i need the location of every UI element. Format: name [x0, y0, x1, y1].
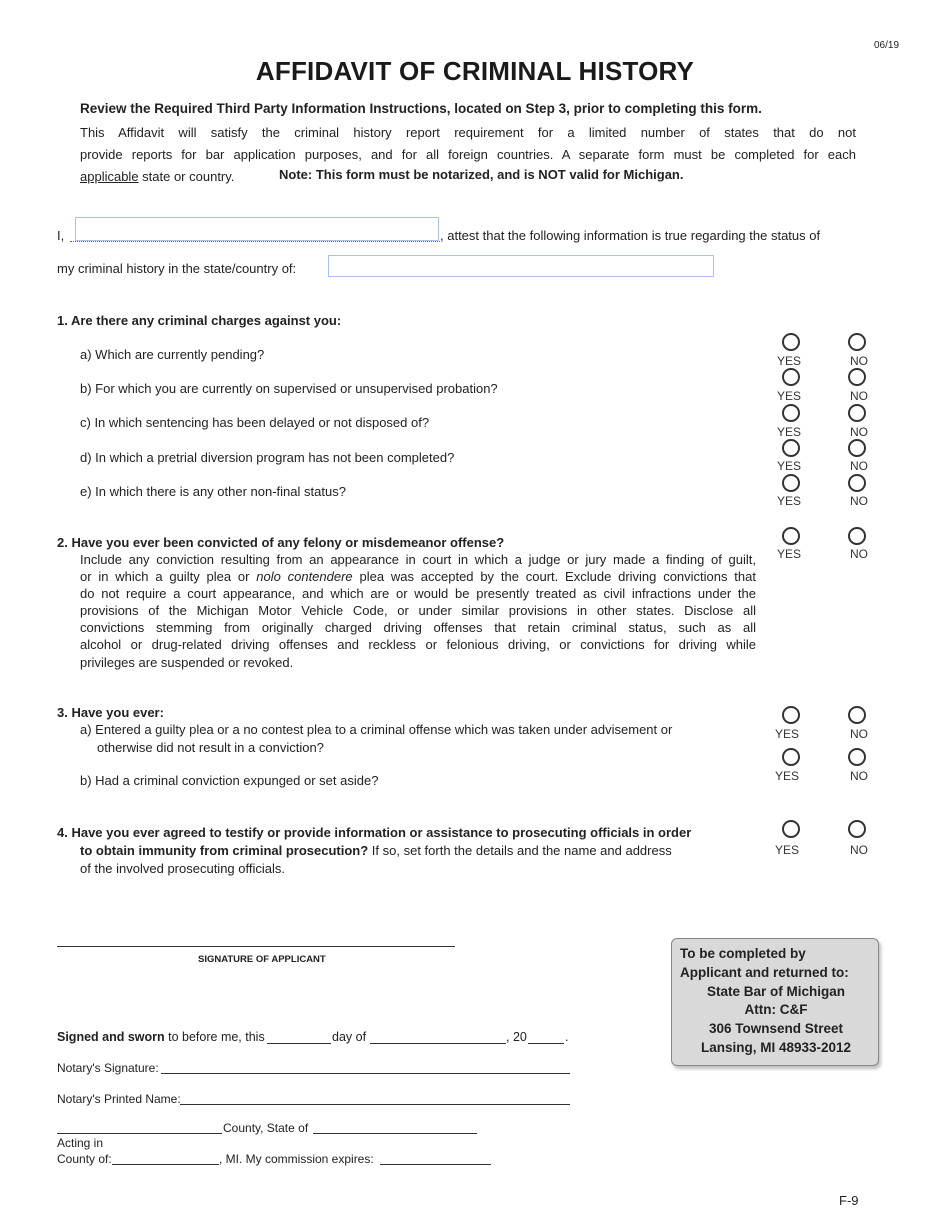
state-country-field[interactable]: [328, 255, 714, 277]
q1c-yes-radio[interactable]: [782, 404, 800, 422]
q3b-yes-radio[interactable]: [782, 748, 800, 766]
intro-line-3-rest: state or country.: [138, 169, 235, 184]
q4-yes-radio[interactable]: [782, 820, 800, 838]
applicable-word: applicable: [80, 169, 139, 184]
q2-heading: 2. Have you ever been convicted of any felony or misdemeanor offense?: [57, 535, 505, 550]
year-blank[interactable]: [528, 1043, 564, 1044]
address-line-5: 306 Townsend Street: [708, 1021, 844, 1036]
q4-no-label: NO: [850, 843, 868, 857]
address-line-3: State Bar of Michigan: [706, 984, 846, 999]
intro-line-3: [80, 168, 234, 185]
q1a-no-label: NO: [850, 354, 868, 368]
q1d-no-radio[interactable]: [848, 439, 866, 457]
intro-line-2: provide reports for bar application purposes, and for all foreign countries. A separate form must be completed for each: [80, 147, 856, 162]
q1b-yes-label: YES: [777, 389, 802, 403]
notary-printed-line[interactable]: [180, 1104, 570, 1105]
q4-yes-label: YES: [775, 843, 800, 857]
q3a-no-label: NO: [850, 727, 868, 741]
acting-county-blank[interactable]: [112, 1164, 219, 1165]
q1d-text: d) In which a pretrial diversion program has not been completed?: [80, 450, 455, 465]
q2-no-radio[interactable]: [848, 527, 866, 545]
q1a-no-radio[interactable]: [848, 333, 866, 351]
q2-line-1: Include any conviction resulting from an appearance in court in which a judge or jury made a finding of guilt,: [80, 552, 756, 567]
q1a-yes-radio[interactable]: [782, 333, 800, 351]
applicant-name-field[interactable]: [75, 217, 439, 241]
return-address-box: [671, 938, 879, 1066]
q4-line-2-bold: to obtain immunity from criminal prosecution?: [80, 843, 369, 858]
intro-line-1: This Affidavit will satisfy the criminal history report requirement for a limited number of states that do not: [80, 125, 856, 140]
q1c-no-radio[interactable]: [848, 404, 866, 422]
q1b-yes-radio[interactable]: [782, 368, 800, 386]
q3b-no-radio[interactable]: [848, 748, 866, 766]
q3b-no-label: NO: [850, 769, 868, 783]
q3a-line-2: otherwise did not result in a conviction?: [97, 740, 324, 755]
q1c-no-label: NO: [850, 425, 868, 439]
attest-prefix: I,: [57, 228, 65, 243]
q1e-yes-label: YES: [777, 494, 802, 508]
q2-line-4: provisions of the Michigan Motor Vehicle Code, or under similar provisions in other states. Disclose all: [80, 603, 756, 618]
q4-line-1: 4. Have you ever agreed to testify or provide information or assistance to prosecuting officials in order: [57, 825, 692, 840]
q2-line-7: privileges are suspended or revoked.: [80, 655, 294, 670]
signed-sworn-rest: to before me, this: [164, 1030, 265, 1044]
q2-no-label: NO: [850, 547, 868, 561]
q2-line-3: do not require a court appearance, and which are or would be presently treated as civil infractions under the: [80, 586, 756, 601]
q1e-no-radio[interactable]: [848, 474, 866, 492]
q1a-text: a) Which are currently pending?: [80, 347, 265, 362]
signed-sworn-bold: Signed and sworn: [57, 1030, 165, 1044]
q4-no-radio[interactable]: [848, 820, 866, 838]
county-of-label: County of:: [57, 1152, 112, 1166]
q2-line-5: convictions stemming from originally charged driving offenses that retain criminal status, such as all: [80, 620, 756, 635]
notarize-note: Note: This form must be notarized, and is NOT valid for Michigan.: [279, 167, 684, 182]
signed-sworn-line: [57, 1030, 265, 1044]
address-line-4: Attn: C&F: [744, 1002, 808, 1017]
q3a-no-radio[interactable]: [848, 706, 866, 724]
q1e-text: e) In which there is any other non-final status?: [80, 484, 346, 499]
date-code: 06/19: [874, 40, 900, 51]
q1d-no-label: NO: [850, 459, 868, 473]
signature-line[interactable]: [57, 946, 455, 947]
name-underline: [70, 241, 440, 242]
year-prefix: , 20: [506, 1030, 527, 1044]
county-blank[interactable]: [57, 1133, 222, 1134]
q3a-line-1: a) Entered a guilty plea or a no contest plea to a criminal offense which was taken under advisement or: [80, 722, 673, 737]
address-line-1: To be completed by: [680, 946, 806, 961]
year-period: .: [565, 1030, 569, 1044]
address-line-2: Applicant and returned to:: [680, 965, 849, 980]
state-blank[interactable]: [313, 1133, 477, 1134]
q1c-yes-label: YES: [777, 425, 802, 439]
notary-signature-label: Notary's Signature:: [57, 1061, 159, 1075]
acting-in-label: Acting in: [57, 1136, 104, 1150]
commission-blank[interactable]: [380, 1164, 491, 1165]
month-blank[interactable]: [370, 1043, 506, 1044]
q2-yes-radio[interactable]: [782, 527, 800, 545]
notary-printed-label: Notary's Printed Name:: [57, 1092, 181, 1106]
q1d-yes-label: YES: [777, 459, 802, 473]
q3-heading: 3. Have you ever:: [57, 705, 164, 720]
q1b-text: b) For which you are currently on supervised or unsupervised probation?: [80, 381, 498, 396]
q1-heading: 1. Are there any criminal charges against you:: [57, 313, 342, 328]
commission-label: , MI. My commission expires:: [219, 1152, 374, 1166]
q4-line-3: of the involved prosecuting officials.: [80, 861, 285, 876]
q1b-no-radio[interactable]: [848, 368, 866, 386]
q2-yes-label: YES: [777, 547, 802, 561]
q4-line-2: [80, 843, 672, 858]
q1e-yes-radio[interactable]: [782, 474, 800, 492]
state-country-label: my criminal history in the state/country of:: [57, 261, 297, 276]
attest-suffix: , attest that the following information is true regarding the status of: [440, 228, 821, 243]
signature-label: SIGNATURE OF APPLICANT: [198, 954, 326, 965]
page-title: AFFIDAVIT OF CRIMINAL HISTORY: [255, 56, 695, 86]
day-blank[interactable]: [267, 1043, 331, 1044]
q2-line-2-post: plea was accepted by the court. Exclude driving convictions that: [352, 569, 756, 584]
q2-line-2: [80, 568, 756, 585]
day-of-label: day of: [332, 1030, 367, 1044]
q1a-yes-label: YES: [777, 354, 802, 368]
q3b-text: b) Had a criminal conviction expunged or set aside?: [80, 773, 379, 788]
notary-signature-line[interactable]: [161, 1073, 570, 1074]
q1d-yes-radio[interactable]: [782, 439, 800, 457]
q1e-no-label: NO: [850, 494, 868, 508]
form-code: F-9: [839, 1193, 859, 1208]
review-instructions: Review the Required Third Party Information Instructions, located on Step 3, prior to completing this form.: [80, 101, 762, 116]
q3a-yes-radio[interactable]: [782, 706, 800, 724]
q3b-yes-label: YES: [775, 769, 800, 783]
q4-line-2-rest: If so, set forth the details and the name and address: [368, 843, 672, 858]
q2-line-2-italic: nolo contendere: [256, 569, 353, 584]
q1b-no-label: NO: [850, 389, 868, 403]
q2-line-6: alcohol or drug-related driving offenses and reckless or felonious driving, or convictions for driving while: [80, 637, 756, 652]
q1c-text: c) In which sentencing has been delayed or not disposed of?: [80, 415, 430, 430]
q2-line-2-pre: or in which a guilty plea or: [80, 569, 257, 584]
address-line-6: Lansing, MI 48933-2012: [700, 1040, 852, 1055]
county-state-label: County, State of: [223, 1121, 309, 1135]
q3a-yes-label: YES: [775, 727, 800, 741]
